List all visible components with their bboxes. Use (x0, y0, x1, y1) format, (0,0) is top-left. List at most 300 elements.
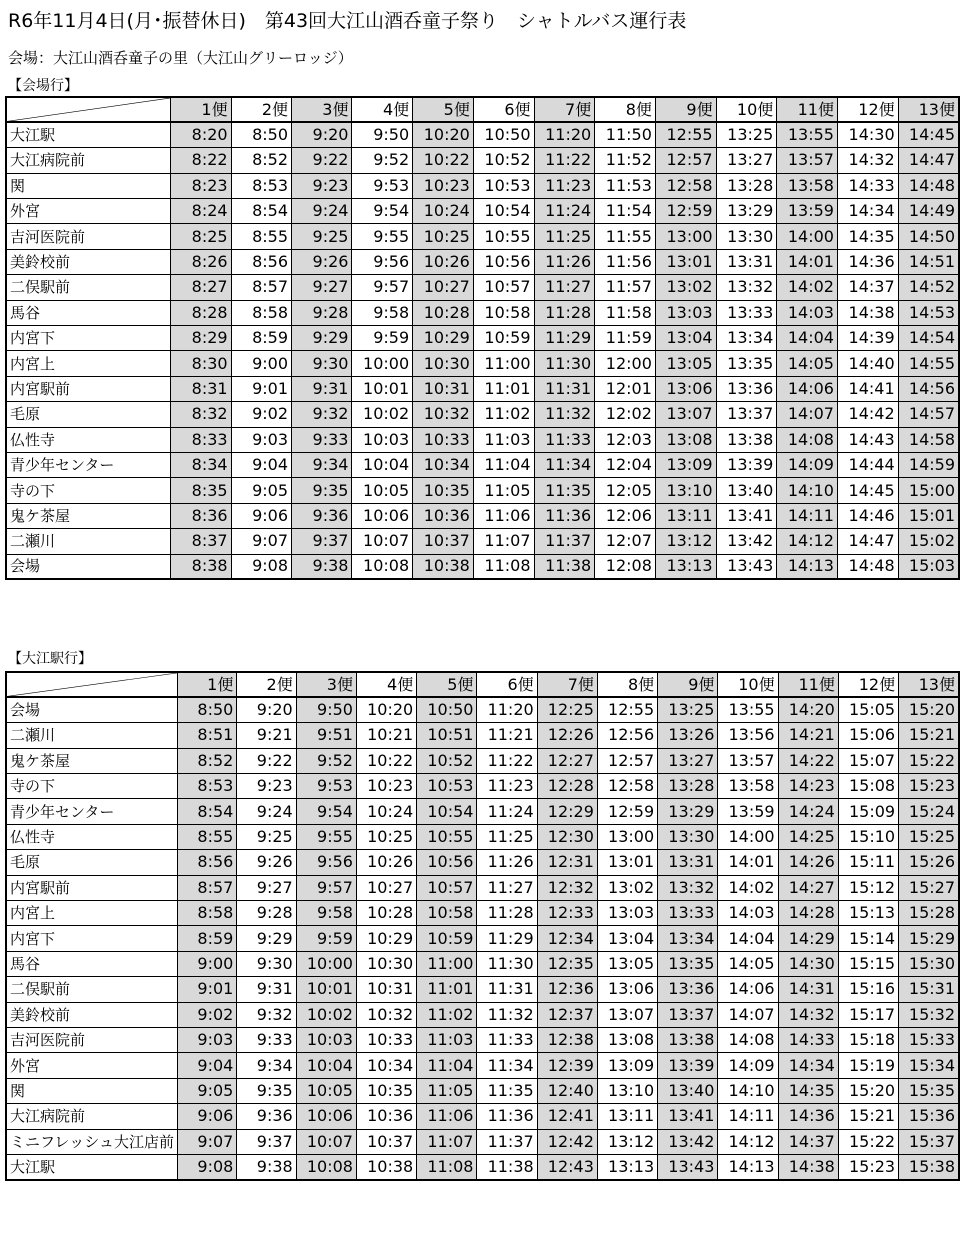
departure-time: 14:32 (778, 1002, 838, 1027)
departure-time: 14:03 (718, 901, 778, 926)
departure-time: 14:26 (778, 850, 838, 875)
departure-time: 13:11 (597, 1104, 657, 1129)
table-row (6, 452, 959, 477)
departure-time: 15:12 (838, 875, 898, 900)
departure-time: 13:57 (718, 748, 778, 773)
stop-name: 内宮下 (6, 926, 177, 951)
departure-time: 9:07 (177, 1129, 236, 1154)
departure-time: 13:42 (658, 1129, 718, 1154)
departure-time: 11:24 (534, 199, 595, 224)
departure-time: 14:01 (777, 249, 838, 274)
departure-time: 13:08 (655, 427, 716, 452)
departure-time: 9:38 (292, 554, 352, 579)
departure-time: 14:33 (837, 173, 898, 198)
stop-name: 大江病院前 (6, 148, 171, 173)
departure-time: 10:36 (413, 503, 474, 528)
departure-time: 9:55 (296, 824, 356, 849)
stop-name: 関 (6, 173, 171, 198)
departure-time: 9:01 (231, 376, 291, 401)
departure-time: 9:04 (177, 1053, 236, 1078)
departure-time: 15:20 (899, 697, 959, 722)
stop-name: 吉河医院前 (6, 1027, 177, 1052)
departure-time: 14:04 (718, 926, 778, 951)
departure-time: 9:35 (292, 478, 352, 503)
table-row (6, 850, 959, 875)
departure-time: 10:08 (352, 554, 413, 579)
departure-time: 13:30 (658, 824, 718, 849)
departure-time: 9:24 (237, 799, 296, 824)
departure-time: 13:26 (658, 723, 718, 748)
departure-time: 11:38 (477, 1154, 537, 1179)
departure-time: 10:31 (413, 376, 474, 401)
departure-time: 8:32 (171, 402, 231, 427)
departure-time: 14:05 (718, 951, 778, 976)
stop-name: 吉河医院前 (6, 224, 171, 249)
departure-time: 14:07 (718, 1002, 778, 1027)
page-title: R6年11月4日(月･振替休日) 第43回大江山酒呑童子祭り シャトルバス運行表 (8, 10, 687, 32)
departure-time: 9:30 (292, 351, 352, 376)
column-header: 8便 (595, 97, 656, 122)
departure-time: 10:50 (417, 697, 477, 722)
stop-name: 鬼ケ茶屋 (6, 503, 171, 528)
departure-time: 13:11 (655, 503, 716, 528)
column-header: 9便 (655, 97, 716, 122)
departure-time: 10:55 (417, 824, 477, 849)
departure-time: 8:26 (171, 249, 231, 274)
departure-time: 15:18 (838, 1027, 898, 1052)
departure-time: 11:58 (595, 300, 656, 325)
departure-time: 9:25 (237, 824, 296, 849)
departure-time: 10:01 (296, 977, 356, 1002)
departure-time: 13:13 (597, 1154, 657, 1179)
departure-time: 9:53 (352, 173, 413, 198)
departure-time: 13:09 (655, 452, 716, 477)
departure-time: 9:37 (292, 529, 352, 554)
departure-time: 8:50 (231, 122, 291, 147)
table-row (6, 351, 959, 376)
departure-time: 10:55 (473, 224, 534, 249)
departure-time: 8:31 (171, 376, 231, 401)
departure-time: 14:49 (898, 199, 959, 224)
departure-time: 11:07 (417, 1129, 477, 1154)
departure-time: 11:22 (477, 748, 537, 773)
departure-time: 14:07 (777, 402, 838, 427)
departure-time: 11:27 (534, 275, 595, 300)
departure-time: 14:39 (837, 326, 898, 351)
departure-time: 9:00 (231, 351, 291, 376)
departure-time: 11:37 (477, 1129, 537, 1154)
departure-time: 10:04 (296, 1053, 356, 1078)
departure-time: 9:58 (352, 300, 413, 325)
stop-name: 会場 (6, 554, 171, 579)
departure-time: 15:24 (899, 799, 959, 824)
departure-time: 8:57 (231, 275, 291, 300)
departure-time: 11:06 (417, 1104, 477, 1129)
departure-time: 11:38 (534, 554, 595, 579)
column-header: 11便 (778, 672, 838, 697)
departure-time: 10:53 (417, 774, 477, 799)
departure-time: 8:36 (171, 503, 231, 528)
column-header: 5便 (417, 672, 477, 697)
header-corner-cell (6, 97, 171, 122)
departure-time: 15:32 (899, 1002, 959, 1027)
departure-time: 9:23 (292, 173, 352, 198)
departure-time: 14:11 (777, 503, 838, 528)
departure-time: 14:33 (778, 1027, 838, 1052)
departure-time: 13:41 (716, 503, 777, 528)
departure-time: 11:35 (477, 1078, 537, 1103)
departure-time: 15:11 (838, 850, 898, 875)
departure-time: 14:41 (837, 376, 898, 401)
stop-name: 二瀬川 (6, 723, 177, 748)
departure-time: 11:37 (534, 529, 595, 554)
departure-time: 13:25 (716, 122, 777, 147)
departure-time: 9:29 (237, 926, 296, 951)
stop-name: 寺の下 (6, 478, 171, 503)
departure-time: 15:21 (838, 1104, 898, 1129)
stop-name: 内宮上 (6, 351, 171, 376)
departure-time: 13:58 (777, 173, 838, 198)
departure-time: 10:38 (413, 554, 474, 579)
departure-time: 10:57 (473, 275, 534, 300)
departure-time: 14:05 (777, 351, 838, 376)
departure-time: 10:26 (356, 850, 416, 875)
column-header: 1便 (177, 672, 236, 697)
section-label-to-oe-station: 【大江駅行】 (8, 651, 92, 667)
departure-time: 10:51 (417, 723, 477, 748)
departure-time: 13:07 (597, 1002, 657, 1027)
departure-time: 14:55 (898, 351, 959, 376)
departure-time: 13:05 (597, 951, 657, 976)
departure-time: 14:23 (778, 774, 838, 799)
departure-time: 14:13 (718, 1154, 778, 1179)
departure-time: 14:09 (718, 1053, 778, 1078)
departure-time: 10:00 (352, 351, 413, 376)
departure-time: 11:36 (477, 1104, 537, 1129)
departure-time: 11:01 (473, 376, 534, 401)
departure-time: 8:56 (231, 249, 291, 274)
departure-time: 9:52 (296, 748, 356, 773)
departure-time: 10:34 (413, 452, 474, 477)
column-header: 6便 (477, 672, 537, 697)
departure-time: 10:28 (413, 300, 474, 325)
table-row (6, 1027, 959, 1052)
table-row (6, 748, 959, 773)
departure-time: 14:02 (718, 875, 778, 900)
departure-time: 9:36 (237, 1104, 296, 1129)
departure-time: 10:56 (473, 249, 534, 274)
table-row (6, 1104, 959, 1129)
departure-time: 10:33 (413, 427, 474, 452)
departure-time: 15:27 (899, 875, 959, 900)
departure-time: 10:06 (352, 503, 413, 528)
departure-time: 12:04 (595, 452, 656, 477)
departure-time: 8:27 (171, 275, 231, 300)
table-row (6, 427, 959, 452)
departure-time: 14:58 (898, 427, 959, 452)
column-header: 1便 (171, 97, 231, 122)
departure-time: 10:22 (356, 748, 416, 773)
departure-time: 14:59 (898, 452, 959, 477)
departure-time: 14:02 (777, 275, 838, 300)
column-header: 3便 (296, 672, 356, 697)
departure-time: 13:08 (597, 1027, 657, 1052)
header-corner-cell (6, 672, 177, 697)
departure-time: 9:20 (292, 122, 352, 147)
departure-time: 11:32 (477, 1002, 537, 1027)
departure-time: 9:22 (237, 748, 296, 773)
departure-time: 10:37 (356, 1129, 416, 1154)
departure-time: 13:12 (655, 529, 716, 554)
departure-time: 9:58 (296, 901, 356, 926)
departure-time: 12:31 (537, 850, 597, 875)
departure-time: 13:12 (597, 1129, 657, 1154)
departure-time: 10:08 (296, 1154, 356, 1179)
departure-time: 12:59 (597, 799, 657, 824)
table-row (6, 402, 959, 427)
departure-time: 13:55 (718, 697, 778, 722)
departure-time: 8:20 (171, 122, 231, 147)
departure-time: 9:08 (231, 554, 291, 579)
departure-time: 13:43 (716, 554, 777, 579)
departure-time: 11:36 (534, 503, 595, 528)
departure-time: 9:56 (296, 850, 356, 875)
column-header: 4便 (352, 97, 413, 122)
table-row (6, 275, 959, 300)
departure-time: 9:25 (292, 224, 352, 249)
departure-time: 14:13 (777, 554, 838, 579)
departure-time: 11:28 (534, 300, 595, 325)
departure-time: 11:31 (477, 977, 537, 1002)
table-row (6, 173, 959, 198)
departure-time: 9:26 (237, 850, 296, 875)
departure-time: 12:41 (537, 1104, 597, 1129)
departure-time: 9:51 (296, 723, 356, 748)
diagonal-line (7, 673, 177, 696)
departure-time: 10:23 (413, 173, 474, 198)
departure-time: 14:21 (778, 723, 838, 748)
departure-time: 12:35 (537, 951, 597, 976)
stop-name: 馬谷 (6, 951, 177, 976)
departure-time: 11:26 (534, 249, 595, 274)
departure-time: 11:02 (473, 402, 534, 427)
departure-time: 15:26 (899, 850, 959, 875)
table-row (6, 326, 959, 351)
stop-name: 会場 (6, 697, 177, 722)
departure-time: 10:36 (356, 1104, 416, 1129)
departure-time: 12:55 (597, 697, 657, 722)
departure-time: 13:36 (658, 977, 718, 1002)
departure-time: 11:54 (595, 199, 656, 224)
departure-time: 10:24 (356, 799, 416, 824)
stop-name: 外宮 (6, 199, 171, 224)
departure-time: 13:10 (597, 1078, 657, 1103)
departure-time: 13:10 (655, 478, 716, 503)
departure-time: 8:58 (177, 901, 236, 926)
departure-time: 13:38 (716, 427, 777, 452)
departure-time: 14:03 (777, 300, 838, 325)
column-header: 13便 (898, 97, 959, 122)
departure-time: 8:58 (231, 300, 291, 325)
departure-time: 14:12 (718, 1129, 778, 1154)
table-row (6, 1002, 959, 1027)
stop-name: 毛原 (6, 402, 171, 427)
departure-time: 9:55 (352, 224, 413, 249)
departure-time: 13:03 (655, 300, 716, 325)
departure-time: 8:55 (231, 224, 291, 249)
departure-time: 9:56 (352, 249, 413, 274)
departure-time: 14:06 (777, 376, 838, 401)
departure-time: 13:01 (655, 249, 716, 274)
departure-time: 13:55 (777, 122, 838, 147)
departure-time: 10:53 (473, 173, 534, 198)
departure-time: 13:43 (658, 1154, 718, 1179)
departure-time: 12:28 (537, 774, 597, 799)
departure-time: 14:12 (777, 529, 838, 554)
stop-name: 寺の下 (6, 774, 177, 799)
departure-time: 15:23 (899, 774, 959, 799)
departure-time: 9:03 (231, 427, 291, 452)
departure-time: 12:55 (655, 122, 716, 147)
departure-time: 15:25 (899, 824, 959, 849)
departure-time: 11:05 (473, 478, 534, 503)
departure-time: 15:36 (899, 1104, 959, 1129)
stop-name: 内宮駅前 (6, 875, 177, 900)
departure-time: 14:08 (718, 1027, 778, 1052)
departure-time: 15:19 (838, 1053, 898, 1078)
departure-time: 14:00 (777, 224, 838, 249)
departure-time: 11:30 (477, 951, 537, 976)
departure-time: 13:37 (658, 1002, 718, 1027)
departure-time: 14:53 (898, 300, 959, 325)
departure-time: 14:25 (778, 824, 838, 849)
departure-time: 15:10 (838, 824, 898, 849)
column-header: 4便 (356, 672, 416, 697)
departure-time: 11:57 (595, 275, 656, 300)
departure-time: 13:38 (658, 1027, 718, 1052)
departure-time: 10:28 (356, 901, 416, 926)
departure-time: 14:32 (837, 148, 898, 173)
departure-time: 8:52 (177, 748, 236, 773)
departure-time: 12:57 (597, 748, 657, 773)
departure-time: 14:36 (837, 249, 898, 274)
departure-time: 15:30 (899, 951, 959, 976)
departure-time: 13:34 (716, 326, 777, 351)
table-row (6, 554, 959, 579)
departure-time: 13:28 (716, 173, 777, 198)
departure-time: 8:53 (231, 173, 291, 198)
departure-time: 14:10 (718, 1078, 778, 1103)
departure-time: 9:20 (237, 697, 296, 722)
table-row (6, 1129, 959, 1154)
venue-info: 会場：大江山酒呑童子の里（大江山グリーロッジ） (8, 49, 353, 67)
stop-name: 美鈴校前 (6, 249, 171, 274)
departure-time: 9:50 (296, 697, 356, 722)
stop-name: 内宮駅前 (6, 376, 171, 401)
departure-time: 14:09 (777, 452, 838, 477)
departure-time: 14:43 (837, 427, 898, 452)
departure-time: 14:00 (718, 824, 778, 849)
header-row (6, 672, 959, 697)
departure-time: 10:06 (296, 1104, 356, 1129)
departure-time: 11:04 (417, 1053, 477, 1078)
departure-time: 10:58 (473, 300, 534, 325)
departure-time: 13:07 (655, 402, 716, 427)
departure-time: 11:02 (417, 1002, 477, 1027)
departure-time: 9:34 (292, 452, 352, 477)
column-header: 7便 (537, 672, 597, 697)
departure-time: 9:27 (237, 875, 296, 900)
departure-time: 9:38 (237, 1154, 296, 1179)
departure-time: 14:30 (778, 951, 838, 976)
departure-time: 15:05 (838, 697, 898, 722)
departure-time: 11:00 (417, 951, 477, 976)
table-row (6, 376, 959, 401)
departure-time: 13:05 (655, 351, 716, 376)
column-header: 11便 (777, 97, 838, 122)
departure-time: 13:06 (655, 376, 716, 401)
departure-time: 9:03 (177, 1027, 236, 1052)
departure-time: 11:00 (473, 351, 534, 376)
departure-time: 11:03 (473, 427, 534, 452)
departure-time: 10:01 (352, 376, 413, 401)
departure-time: 11:55 (595, 224, 656, 249)
departure-time: 13:02 (655, 275, 716, 300)
departure-time: 13:00 (597, 824, 657, 849)
departure-time: 13:31 (658, 850, 718, 875)
column-header: 2便 (237, 672, 296, 697)
departure-time: 10:00 (296, 951, 356, 976)
departure-time: 10:54 (417, 799, 477, 824)
departure-time: 11:32 (534, 402, 595, 427)
departure-time: 13:35 (658, 951, 718, 976)
departure-time: 15:00 (898, 478, 959, 503)
departure-time: 12:05 (595, 478, 656, 503)
departure-time: 9:32 (292, 402, 352, 427)
departure-time: 10:50 (473, 122, 534, 147)
stop-name: 大江駅 (6, 122, 171, 147)
departure-time: 9:07 (231, 529, 291, 554)
departure-time: 14:01 (718, 850, 778, 875)
departure-time: 15:38 (899, 1154, 959, 1179)
column-header: 2便 (231, 97, 291, 122)
departure-time: 11:08 (473, 554, 534, 579)
departure-time: 11:01 (417, 977, 477, 1002)
departure-time: 10:32 (356, 1002, 416, 1027)
departure-time: 9:59 (296, 926, 356, 951)
departure-time: 10:21 (356, 723, 416, 748)
departure-time: 15:37 (899, 1129, 959, 1154)
departure-time: 8:25 (171, 224, 231, 249)
departure-time: 12:58 (597, 774, 657, 799)
table-row (6, 799, 959, 824)
departure-time: 14:34 (778, 1053, 838, 1078)
departure-time: 9:00 (177, 951, 236, 976)
departure-time: 12:03 (595, 427, 656, 452)
departure-time: 10:33 (356, 1027, 416, 1052)
departure-time: 14:45 (837, 478, 898, 503)
departure-time: 13:25 (658, 697, 718, 722)
departure-time: 8:38 (171, 554, 231, 579)
column-header: 5便 (413, 97, 474, 122)
departure-time: 9:27 (292, 275, 352, 300)
departure-time: 14:44 (837, 452, 898, 477)
departure-time: 12:43 (537, 1154, 597, 1179)
stop-name: 毛原 (6, 850, 177, 875)
departure-time: 12:37 (537, 1002, 597, 1027)
departure-time: 13:31 (716, 249, 777, 274)
departure-time: 10:03 (296, 1027, 356, 1052)
